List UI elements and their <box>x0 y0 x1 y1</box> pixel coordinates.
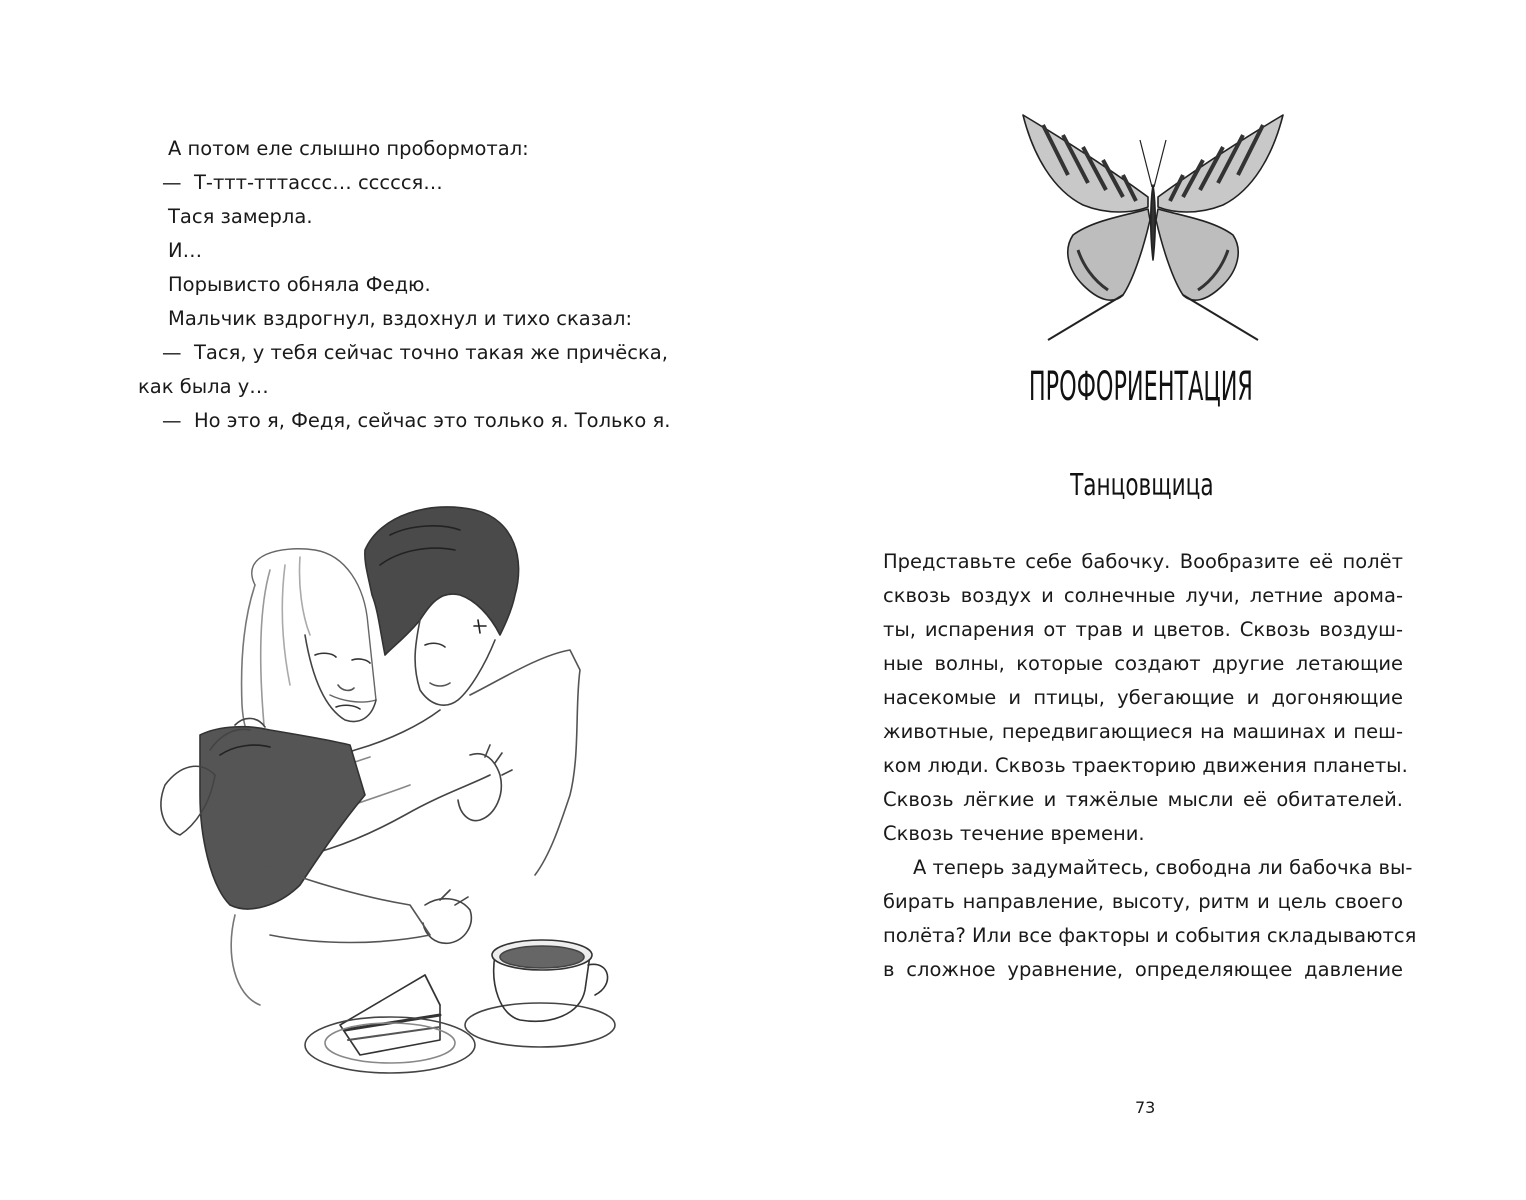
paragraph-line: ком люди. Сквозь траекторию движения планеты. <box>883 754 1408 777</box>
paragraph-line: А теперь задумайтесь, свободна ли бабочка вы- <box>913 856 1413 879</box>
text-line: Тася замерла. <box>168 205 313 228</box>
text-line: Порывисто обняла Федю. <box>168 273 431 296</box>
text-line: Мальчик вздрогнул, вздохнул и тихо сказал: <box>168 307 633 330</box>
paragraph-line: Сквозь течение времени. <box>883 822 1145 845</box>
paragraph-line: ные волны, которые создают другие летающие <box>883 652 1403 675</box>
dialogue-line: — Т-ттт-тттассс… ссссся… <box>162 171 443 194</box>
paragraph-line: бирать направление, высоту, ритм и цель своего <box>883 890 1403 913</box>
text-line: И… <box>168 239 203 262</box>
butterfly-illustration <box>1018 105 1288 345</box>
paragraph-line: Сквозь лёгкие и тяжёлые мысли её обитателей. <box>883 788 1403 811</box>
right-page <box>763 0 1526 1200</box>
page-number: 73 <box>1135 1098 1156 1117</box>
paragraph-line: насекомые и птицы, убегающие и догоняющие <box>883 686 1403 709</box>
dialogue-line: — Но это я, Федя, сейчас это только я. Только я. <box>162 409 671 432</box>
section-title: ПРОФОРИЕНТАЦИЯ <box>1028 364 1253 410</box>
paragraph-line: Представьте себе бабочку. Вообразите её полёт <box>883 550 1403 573</box>
paragraph-line: животные, передвигающиеся на машинах и пеш- <box>883 720 1403 743</box>
body-text <box>883 545 1417 987</box>
paragraph-line: полёта? Или все факторы и события складываются <box>883 924 1417 947</box>
chapter-subtitle: Танцовщица <box>1070 468 1214 503</box>
paragraph-line: сквозь воздух и солнечные лучи, летние арома- <box>883 584 1403 607</box>
paragraph-line: ты, испарения от трав и цветов. Сквозь воздуш- <box>883 618 1403 641</box>
text-line: как была у… <box>138 375 269 398</box>
hugging-couple-illustration <box>140 495 620 1085</box>
paragraph-line: в сложное уравнение, определяющее давление <box>883 958 1403 981</box>
text-line: А потом еле слышно пробормотал: <box>168 137 529 160</box>
dialogue-line: — Тася, у тебя сейчас точно такая же причёска, <box>162 341 668 364</box>
